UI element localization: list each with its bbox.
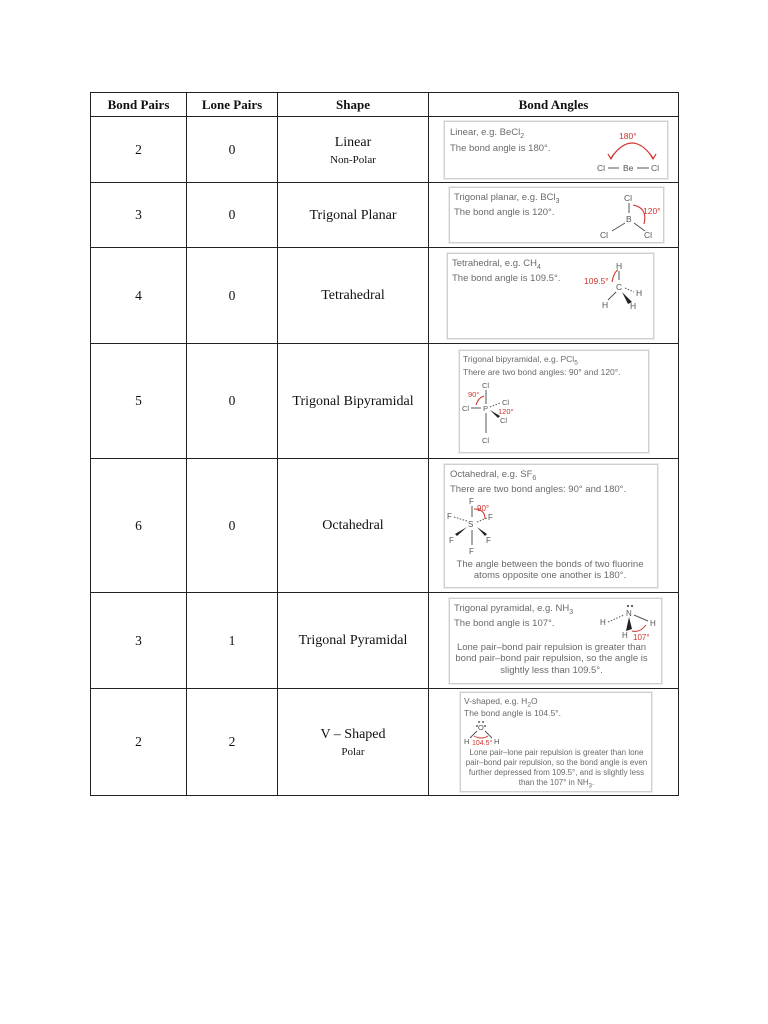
v-shaped-molecule (464, 720, 524, 748)
trigonal-planar-diagram (449, 187, 664, 243)
caption-line1: Trigonal planar, e.g. BCl (454, 192, 556, 203)
atom-bottom: Cl (482, 435, 490, 445)
bond-angle-cell (429, 183, 679, 248)
angle-label: 120° (643, 206, 661, 216)
header-shape: Shape (278, 93, 429, 117)
atom-center: Be (623, 162, 634, 173)
lone-pairs-cell: 0 (187, 117, 278, 183)
angle-label: 109.5° (584, 275, 609, 286)
caption-subscript: 3 (569, 608, 574, 616)
shape-cell (278, 183, 429, 248)
note-text: The angle between the bonds of two fluorine atoms opposite one another is 180°. (456, 558, 644, 581)
shape-name: V – Shaped (320, 727, 386, 742)
atom-left-up: F (447, 511, 452, 521)
atom-center: C (616, 281, 623, 292)
bond-angle-cell (429, 689, 679, 796)
lone-pairs-cell: 0 (187, 459, 278, 593)
lone-pairs-cell: 0 (187, 183, 278, 248)
caption-tail: O (530, 696, 538, 706)
caption-subscript: 2 (527, 701, 531, 709)
bond-angle-cell (429, 593, 679, 689)
caption-line1: Tetrahedral, e.g. CH (452, 257, 538, 269)
tetrahedral-diagram (447, 253, 654, 339)
header-lone-pairs: Lone Pairs (187, 93, 278, 117)
shape-cell (278, 459, 429, 593)
header-bond-pairs: Bond Pairs (91, 93, 187, 117)
caption-line2: The bond angle is 120°. (454, 207, 555, 218)
atom-center: O (478, 723, 484, 732)
caption-line2: There are two bond angles: 90° and 180°. (450, 483, 627, 495)
caption-subscript: 5 (574, 359, 578, 367)
bond-pairs-cell: 4 (91, 248, 187, 344)
octahedral-diagram (444, 464, 658, 588)
shape-name: Tetrahedral (321, 288, 385, 303)
bond-pairs-cell: 2 (91, 689, 187, 796)
atom-center: S (468, 519, 474, 529)
caption-subscript: 4 (537, 263, 541, 271)
caption-subscript: 3 (555, 197, 560, 205)
tetrahedral-molecule (584, 260, 654, 310)
bond-pairs-cell: 6 (91, 459, 187, 593)
angle-label: 107° (633, 632, 650, 642)
caption-line1: Linear, e.g. BeCl (450, 126, 521, 138)
caption-line2: The bond angle is 104.5°. (464, 708, 561, 718)
trigonal-pyramidal-diagram (449, 598, 662, 684)
atom-left: H (464, 737, 470, 746)
atom-top: Cl (482, 380, 490, 390)
note-text: Lone pair–bond pair repulsion is greater than bond pair–bond pair repulsion, so the angle is slightly less than 109.5°. (455, 641, 648, 676)
atom-right: Cl (651, 162, 660, 173)
trigonal-bipyramidal-molecule (462, 381, 522, 451)
angle-label: 180° (619, 130, 637, 141)
caption-line1: V-shaped, e.g. H (464, 696, 528, 706)
v-shaped-diagram (460, 692, 652, 792)
polarity-note: Non-Polar (330, 153, 376, 166)
shape-cell (278, 593, 429, 689)
atom-right-down: Cl (500, 415, 508, 425)
atom-right: H (494, 737, 500, 746)
caption-line1: Trigonal bipyramidal, e.g. PCl (463, 353, 575, 364)
angle-label: 90° (477, 503, 490, 513)
table-row (91, 593, 679, 689)
atom-right: Cl (644, 230, 653, 240)
caption-line2: The bond angle is 180°. (450, 142, 551, 154)
shape-cell (278, 248, 429, 344)
atom-left: H (602, 299, 609, 310)
atom-front: H (630, 300, 637, 311)
shape-cell (278, 344, 429, 459)
note-tail: . (592, 778, 595, 787)
vsepr-table (90, 92, 679, 796)
atom-left: Cl (597, 162, 606, 173)
atom-left: Cl (462, 403, 470, 413)
atom-top: H (616, 260, 623, 271)
shape-cell (278, 117, 429, 183)
table-row (91, 344, 679, 459)
atom-right-up: F (488, 512, 493, 522)
table-row (91, 117, 679, 183)
polarity-note: Polar (341, 746, 365, 758)
bond-angle-cell (429, 459, 679, 593)
atom-center: N (626, 608, 632, 618)
atom-right: H (636, 287, 643, 298)
angle1-label: 90° (468, 389, 480, 399)
lone-pairs-cell: 1 (187, 593, 278, 689)
table-row (91, 248, 679, 344)
bond-pairs-cell: 2 (91, 117, 187, 183)
bond-pairs-cell: 3 (91, 183, 187, 248)
shape-name: Trigonal Bipyramidal (292, 393, 414, 409)
atom-right: H (650, 618, 656, 628)
bond-angle-cell (429, 344, 679, 459)
bond-angle-cell (429, 248, 679, 344)
table-row (91, 689, 679, 796)
bond-angle-cell (429, 117, 679, 183)
atom-left-down: F (449, 535, 454, 545)
lone-pairs-cell: 2 (187, 689, 278, 796)
note-text: Lone pair–lone pair repulsion is greater than lone pair–bond pair repulsion, so the bond angle is even further depressed from 109.5°, and is slightly less than the 107° in NH (465, 748, 648, 787)
caption-line2: The bond angle is 109.5°. (452, 272, 561, 284)
shape-name: Trigonal Planar (309, 207, 397, 223)
bond-pairs-cell: 5 (91, 344, 187, 459)
linear-molecule (597, 128, 667, 174)
bond-pairs-cell: 3 (91, 593, 187, 689)
trigonal-planar-molecule (600, 192, 664, 242)
shape-name: Octahedral (322, 518, 384, 533)
atom-front: H (622, 630, 628, 640)
atom-right-down: F (486, 535, 491, 545)
atom-right-up: Cl (502, 397, 510, 407)
caption-line1: Octahedral, e.g. SF (450, 468, 533, 480)
angle-label: 104.5° (472, 740, 493, 747)
shape-name: Linear (334, 134, 372, 150)
linear-diagram (444, 121, 668, 179)
atom-center: P (483, 403, 489, 413)
trigonal-pyramidal-molecule (600, 603, 662, 645)
atom-top: F (469, 496, 474, 506)
atom-bottom: F (469, 546, 474, 556)
atom-left: Cl (600, 230, 609, 240)
lone-pairs-cell: 0 (187, 344, 278, 459)
header-row (91, 93, 679, 117)
shape-name: Trigonal Pyramidal (298, 633, 408, 648)
caption-line1: Trigonal pyramidal, e.g. NH (454, 602, 570, 614)
trigonal-bipyramidal-diagram (459, 350, 649, 453)
caption-subscript: 2 (520, 132, 525, 140)
octahedral-molecule (447, 497, 507, 557)
caption-line2: There are two bond angles: 90° and 120°. (463, 366, 621, 377)
table-row (91, 459, 679, 593)
lone-pairs-cell: 0 (187, 248, 278, 344)
angle2-label: 120° (498, 406, 514, 416)
caption-line2: The bond angle is 107°. (454, 617, 555, 629)
caption-subscript: 6 (532, 474, 537, 482)
table-row (91, 183, 679, 248)
header-bond-angles: Bond Angles (429, 93, 679, 117)
shape-cell (278, 689, 429, 796)
atom-center: B (626, 214, 632, 224)
note-subscript: 3 (588, 783, 593, 790)
atom-left: H (600, 617, 606, 627)
atom-top: Cl (624, 193, 633, 203)
